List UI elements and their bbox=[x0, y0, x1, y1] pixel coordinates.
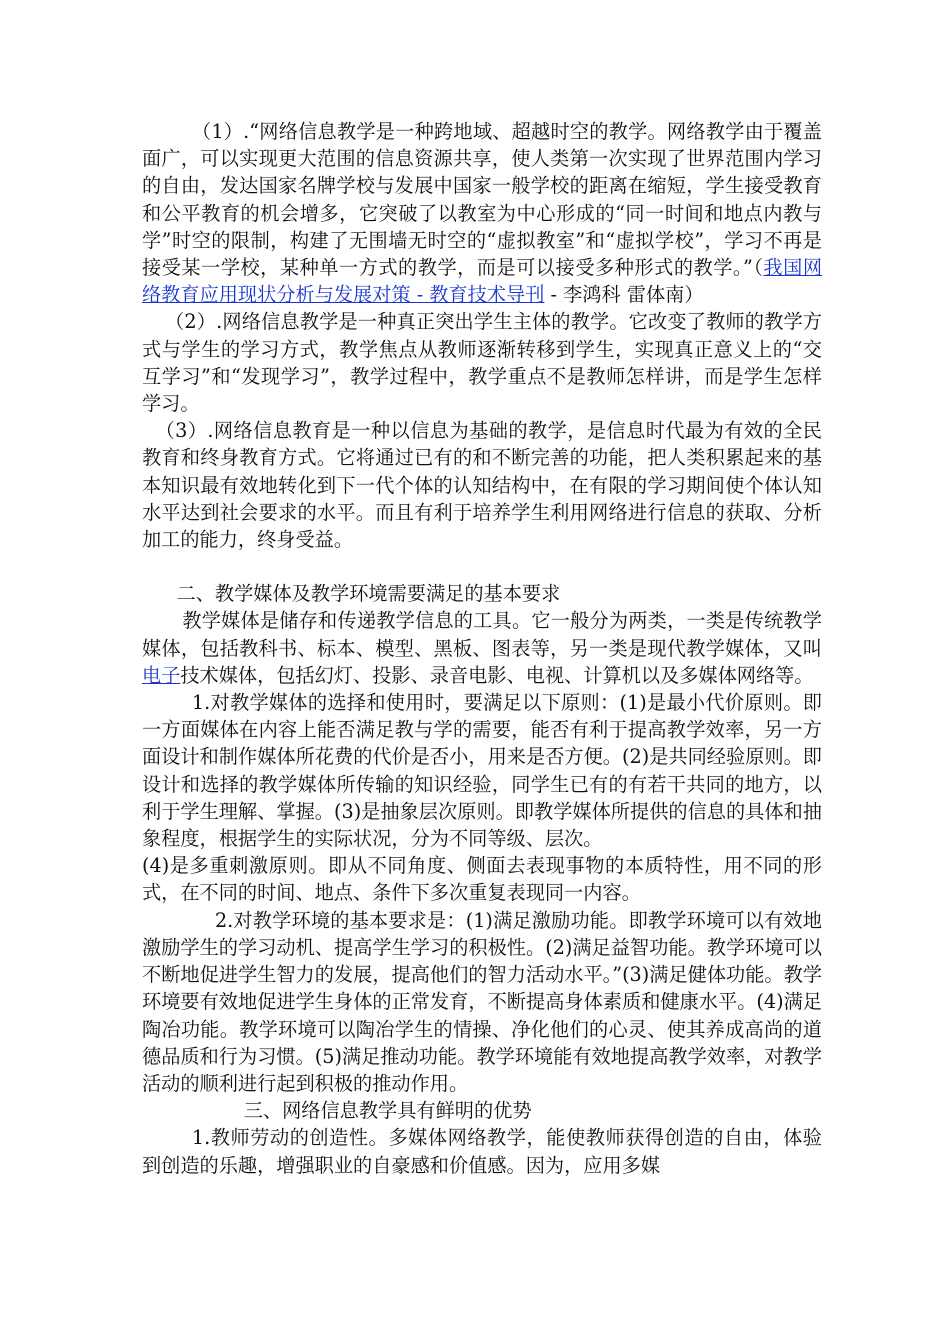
section-heading-2: 二、教学媒体及教学环境需要满足的基本要求 bbox=[176, 582, 561, 606]
electronic-link[interactable]: 电子 bbox=[142, 663, 181, 687]
spacer bbox=[142, 553, 822, 580]
paragraph-4 bbox=[142, 607, 822, 689]
paragraph-2: （2）.网络信息教学是一种真正突出学生主体的教学。它改变了教师的教学方式与学生的学习方式，教学焦点从教师逐渐转移到学生，实现真正意义上的“交互学习”和“发现学习”，教学过程中，教学重点不是教师怎样讲，而是学生怎样学习。 bbox=[142, 310, 822, 416]
citation-link[interactable]: 我国网络教育应用现状分析与发展对策 - 教育技术导刊 bbox=[142, 256, 823, 307]
paragraph-1-author: - 李鸿科 雷体南） bbox=[544, 283, 704, 307]
paragraph-8: 1.教师劳动的创造性。多媒体网络教学，能使教师获得创造的自由，体验到创造的乐趣，增强职业的自豪感和价值感。因为，应用多媒 bbox=[142, 1126, 822, 1177]
document-page bbox=[142, 118, 822, 1179]
paragraph-3: （3）.网络信息教育是一种以信息为基础的教学，是信息时代最为有效的全民教育和终身教育方式。它将通过已有的和不断完善的功能，把人类积累起来的基本知识最有效地转化到下一代个体的认知结构中，在有限的学习期间使个体认知水平达到社会要求的水平。而且有利于培养学生利用网络进行信息的获取、分析加工的能力，终身受益。 bbox=[142, 419, 822, 552]
section-heading-3: 三、网络信息教学具有鲜明的优势 bbox=[243, 1099, 532, 1123]
paragraph-7: 2.对教学环境的基本要求是：(1)满足激励功能。即教学环境可以有效地激励学生的学习动机、提高学生学习的积极性。(2)满足益智功能。教学环境可以不断地促进学生智力的发展，提高他们的智力活动水平。”(3)满足健体功能。教学环境要有效地促进学生身体的正常发育，不断提高身体素质和健康水平。(4)满足陶冶功能。教学环境可以陶冶学生的情操、净化他们的心灵、使其养成高尚的道德品质和行为习惯。(5)满足推动功能。教学环境能有效地提高教学效率，对教学活动的顺利进行起到积极的推动作用。 bbox=[142, 908, 822, 1095]
paragraph-4-text: 教学媒体是储存和传递教学信息的工具。它一般分为两类，一类是传统教学媒体，包括教科书、标本、模型、黑板、图表等，另一类是现代教学媒体，又叫 bbox=[142, 609, 822, 660]
paragraph-1 bbox=[142, 118, 822, 308]
paragraph-1-text: （1）.“网络信息教学是一种跨地域、超越时空的教学。网络教学由于覆盖面广，可以实现更大范围的信息资源共享，使人类第一次实现了世界范围内学习的自由，发达国家名牌学校与发展中国家一般学校的距离在缩短，学生接受教育和公平教育的机会增多，它突破了以教室为中心形成的“同一时间和地点内教与学”时空的限制，构建了无围墙无时空的“虚拟教室”和“虚拟学校”，学习不再是接受某一学校，某种单一方式的教学，而是可以接受多种形式的教学。”（ bbox=[142, 120, 822, 280]
paragraph-5: 1.对教学媒体的选择和使用时，要满足以下原则：(1)是最小代价原则。即一方面媒体在内容上能否满足教与学的需要，能否有利于提高教学效率，另一方面设计和制作媒体所花费的代价是否小，用来是否方便。(2)是共同经验原则。即设计和选择的教学媒体所传输的知识经验，同学生已有的有若干共同的地方，以利于学生理解、掌握。(3)是抽象层次原则。即教学媒体所提供的信息的具体和抽象程度，根据学生的实际状况，分为不同等级、层次。 bbox=[142, 691, 822, 851]
paragraph-6: (4)是多重刺激原则。即从不同角度、侧面去表现事物的本质特性，用不同的形式，在不同的时间、地点、条件下多次重复表现同一内容。 bbox=[142, 854, 822, 905]
paragraph-4-text-end: 技术媒体，包括幻灯、投影、录音电影、电视、计算机以及多媒体网络等。 bbox=[180, 663, 814, 687]
